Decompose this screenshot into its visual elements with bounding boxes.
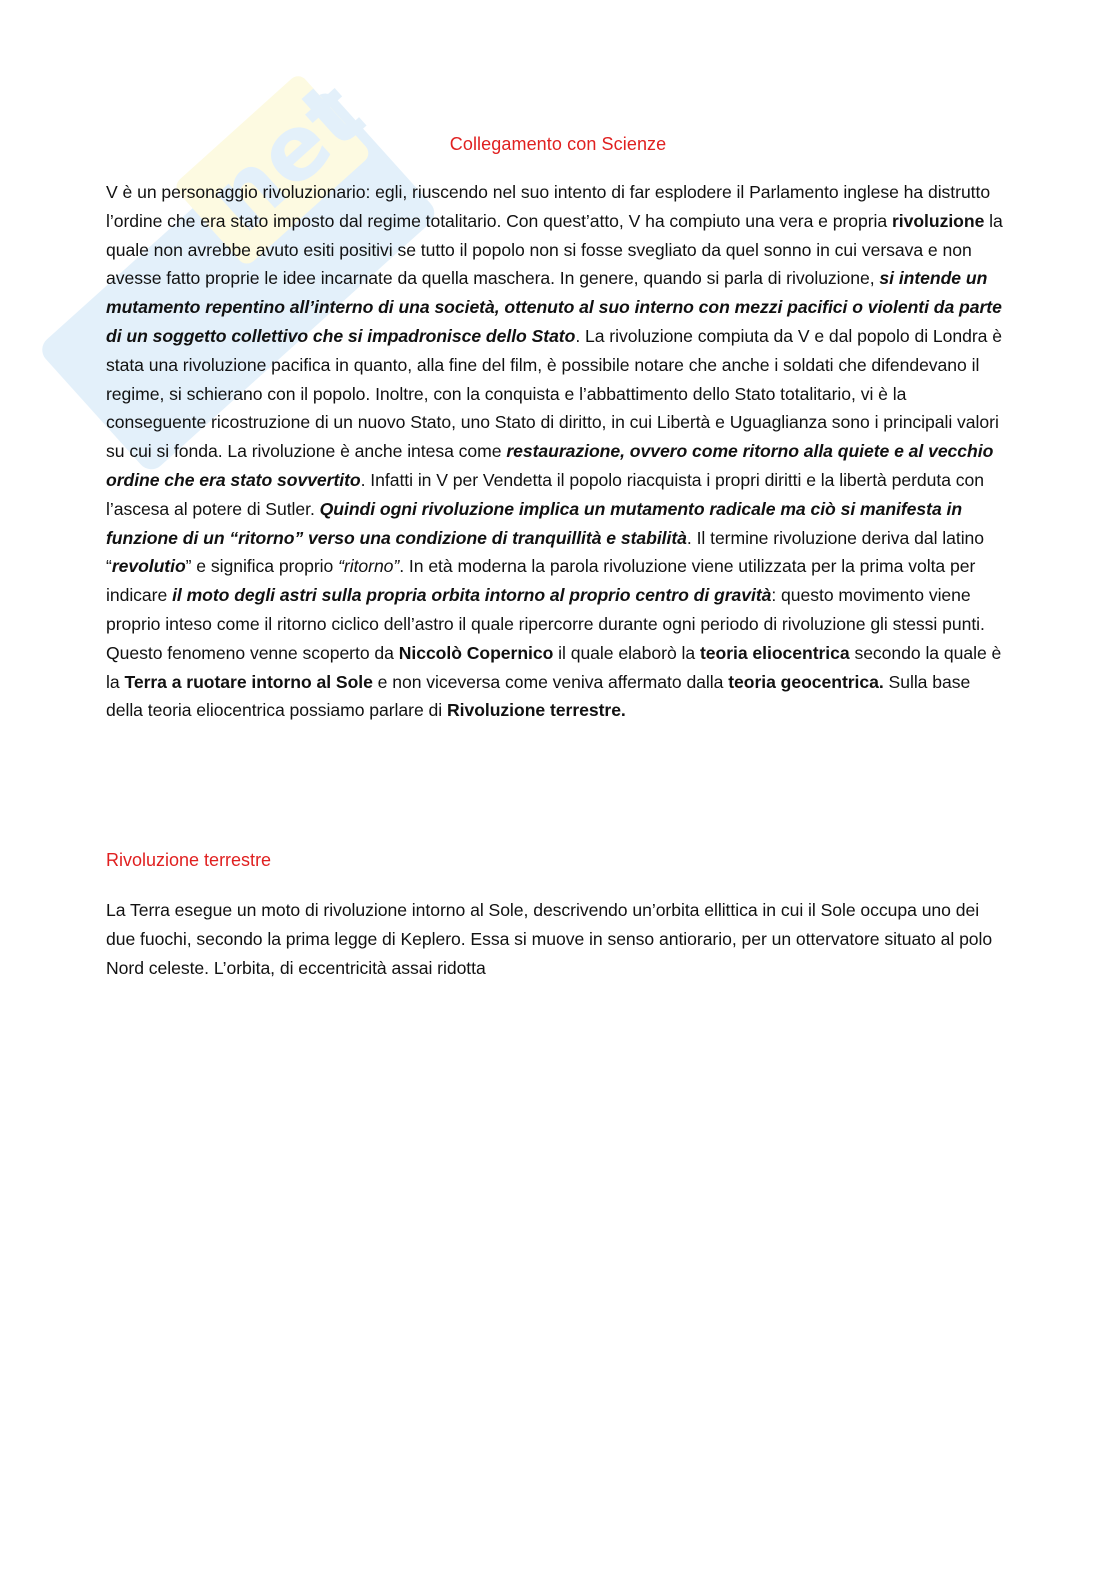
paragraph-terra: La Terra esegue un moto di rivoluzione intorno al Sole, descrivendo un’orbita ellittica in cui il Sole occupa uno dei due fuochi, secondo la prima legge di Keplero. Essa si muove in senso antiorario, per un ottervatore situato al polo Nord celeste. L’orbita, di eccentricità assai ridotta <box>106 900 993 978</box>
paragraph-rivoluzione: V è un personaggio rivoluzionario: egli, riuscendo nel suo intento di far esplodere il Parlamento inglese ha distrutto l’ordine che era stato imposto dal regime totalitario. Con quest’atto, V ha compiuto una vera e propria rivoluzione la quale non avrebbe avuto esiti positivi se tutto il popolo non si fosse svegliato da quel sonno in cui versava e non avesse fatto proprie le idee incarnate da quella maschera. In genere, quando si parla di rivoluzione, si intende un mutamento repentino all’interno di una società, ottenuto al suo interno con mezzi pacifici o violenti da parte di un soggetto collettivo che si impadronisce dello Stato. La rivoluzione compiuta da V e dal popolo di Londra è stata una rivoluzione pacifica in quanto, alla fine del film, è possibile notare che anche i soldati che difendevano il regime, si schierano con il popolo. Inoltre, con la conquista e l’abbattimento dello Stato totalitario, vi è la conseguente ricostruzione di un nuovo Stato, uno Stato di diritto, in cui Libertà e Uguaglianza sono i principali valori su cui si fonda. La rivoluzione è anche intesa come restaurazione, ovvero come ritorno alla quiete e al vecchio ordine che era stato sovvertito. Infatti in V per Vendetta il popolo riacquista i propri diritti e la libertà perduta con l’ascesa al potere di Sutler. Quindi ogni rivoluzione implica un mutamento radicale ma ciò si manifesta in funzione di un “ritorno” verso una condizione di tranquillità e stabilità. Il termine rivoluzione deriva dal latino “revolutio” e significa proprio “ritorno”. In età moderna la parola rivoluzione viene utilizzata per la prima volta per indicare il moto degli astri sulla propria orbita intorno al proprio centro di gravità: questo movimento viene proprio inteso come il ritorno ciclico dell’astro il quale ripercorre durante ogni periodo di rivoluzione gli stessi punti. Questo fenomeno venne scoperto da Niccolò Copernico il quale elaborò la teoria eliocentrica secondo la quale è la Terra a ruotare intorno al Sole e non viceversa come veniva affermato dalla teoria geocentrica. Sulla base della teoria eliocentrica possiamo parlare di Rivoluzione terrestre. <box>106 182 1003 721</box>
page-title: Collegamento con Scienze <box>449 134 667 154</box>
watermark-text: net <box>188 61 384 253</box>
section-heading-rivoluzione-terrestre: Rivoluzione terrestre <box>106 850 272 870</box>
